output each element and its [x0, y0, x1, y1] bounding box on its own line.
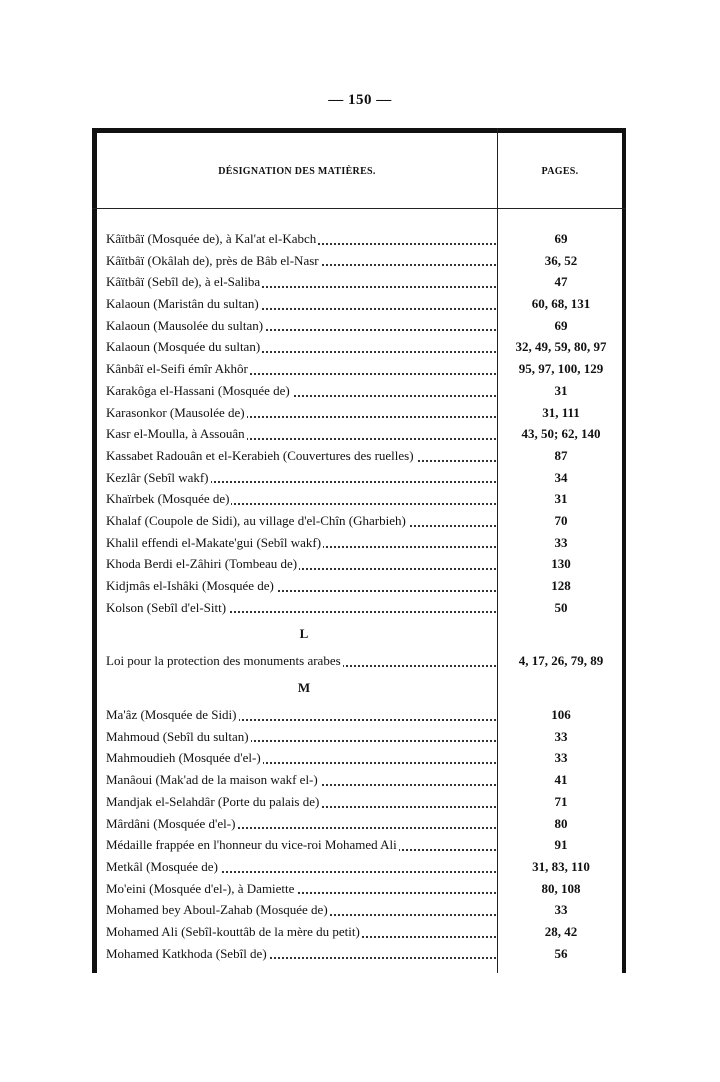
entry-pages: 87	[554, 447, 568, 463]
index-entry	[106, 769, 618, 791]
entry-label-cell	[106, 943, 502, 965]
entry-pages: 34	[554, 469, 568, 485]
index-entry	[106, 402, 618, 424]
entry-label: Mandjak el-Selahdâr (Porte du palais de)	[106, 793, 320, 809]
entry-label-cell	[106, 834, 502, 856]
entry-pages: 50	[554, 599, 568, 615]
entry-pages: 33	[554, 728, 568, 744]
entry-pages: 91	[554, 837, 568, 853]
entry-pages: 36, 52	[544, 252, 578, 268]
entry-label-cell	[106, 293, 502, 315]
entry-label-cell	[106, 878, 502, 900]
entry-label: Mohamed Katkhoda (Sebîl de)	[106, 945, 267, 961]
entry-pages: 80	[554, 815, 568, 831]
section-letter-l: L	[299, 626, 309, 642]
entry-label: Karasonkor (Mausolée de)	[106, 404, 245, 420]
entry-label-cell	[106, 488, 502, 510]
entry-pages: 56	[554, 945, 568, 961]
index-entry	[106, 271, 618, 293]
page-number: — 150 —	[328, 92, 392, 108]
index-entry	[106, 921, 618, 943]
entry-label: Mo'eini (Mosquée d'el-), à Damiette	[106, 880, 295, 896]
entry-label: Kalaoun (Mausolée du sultan)	[106, 317, 264, 333]
index-entry	[106, 878, 618, 900]
index-entry	[106, 943, 618, 965]
entry-label-cell	[106, 250, 502, 272]
entry-pages: 80, 108	[541, 880, 581, 896]
entry-label-cell	[106, 597, 502, 619]
index-entry	[106, 423, 618, 445]
entry-label-cell	[106, 510, 502, 532]
entry-label-cell	[106, 336, 502, 358]
index-entry	[106, 791, 618, 813]
entry-label-cell	[106, 553, 502, 575]
index-entry	[106, 510, 618, 532]
entry-label: Kidjmâs el-Ishâki (Mosquée de)	[106, 578, 274, 593]
entry-label: Mahmoudieh (Mosquée d'el-)	[106, 750, 261, 766]
entry-pages: 43, 50; 62, 140	[521, 426, 601, 442]
entry-pages: 69	[554, 231, 568, 246]
index-entry	[106, 445, 618, 467]
table-top-rule	[92, 128, 626, 133]
entry-pages: 106	[551, 707, 571, 723]
entry-label: Médaille frappée en l'honneur du vice-roi Mohamed Ali	[106, 837, 397, 853]
entry-label: Metkâl (Mosquée de)	[106, 858, 218, 874]
entry-pages: 31, 83, 110	[532, 858, 590, 874]
entry-label-cell	[106, 704, 502, 726]
entry-label-cell	[106, 650, 502, 672]
header-designation: DÉSIGNATION DES MATIÈRES.	[218, 166, 376, 177]
entry-label: Khalaf (Coupole de Sidi), au village d'el-Chîn (Gharbieh)	[106, 512, 406, 528]
entry-pages: 32, 49, 59, 80, 97	[515, 339, 607, 355]
entry-pages: 71	[554, 793, 568, 809]
index-entry	[106, 228, 618, 250]
section-l	[106, 650, 618, 672]
entry-label-cell	[106, 899, 502, 921]
index-entry	[106, 834, 618, 856]
entry-label: Kâïtbâï (Sebîl de), à el-Saliba	[106, 274, 261, 290]
entry-pages: 47	[554, 274, 568, 290]
entry-label-cell	[106, 769, 502, 791]
entry-pages: 70	[554, 512, 568, 528]
entry-label-cell	[106, 380, 502, 402]
index-entry	[106, 726, 618, 748]
entry-label: Mohamed bey Aboul-Zahab (Mosquée de)	[106, 902, 328, 918]
entry-label: Mohamed Ali (Sebîl-kouttâb de la mère du petit)	[106, 923, 360, 939]
entry-label: Kasr el-Moulla, à Assouân	[106, 426, 245, 442]
entry-label-cell	[106, 532, 502, 554]
table-left-rule	[92, 128, 97, 973]
index-entry	[106, 704, 618, 726]
entry-label-cell	[106, 791, 502, 813]
entry-pages: 69	[554, 317, 568, 333]
index-entry	[106, 250, 618, 272]
entry-label-cell	[106, 423, 502, 445]
entry-label-cell	[106, 402, 502, 424]
index-entry	[106, 532, 618, 554]
entry-label-cell	[106, 575, 502, 597]
entry-pages: 4, 17, 26, 79, 89	[518, 653, 604, 669]
entry-pages: 41	[554, 772, 568, 788]
index-entry	[106, 899, 618, 921]
table-right-rule	[622, 128, 626, 973]
entry-label-cell	[106, 445, 502, 467]
entry-label-cell	[106, 921, 502, 943]
index-entry	[106, 467, 618, 489]
entry-label: Kânbâï el-Seifi émîr Akhôr	[106, 361, 248, 377]
section-k	[106, 228, 618, 618]
entry-pages: 128	[551, 578, 571, 593]
entry-label-cell	[106, 747, 502, 769]
index-entry	[106, 650, 618, 672]
entry-pages: 28, 42	[544, 923, 578, 939]
entry-label-cell	[106, 271, 502, 293]
entry-label: Kezlâr (Sebîl wakf)	[106, 469, 209, 485]
index-entry	[106, 597, 618, 619]
entry-label-cell	[106, 856, 502, 878]
index-entry	[106, 747, 618, 769]
entry-pages: 33	[554, 902, 568, 918]
entry-label: Kolson (Sebîl d'el-Sitt)	[106, 599, 227, 615]
entry-label: Kâïtbâï (Okâlah de), près de Bâb el-Nasr	[106, 252, 319, 268]
entry-label-cell	[106, 813, 502, 835]
entry-label: Kalaoun (Mosquée du sultan)	[106, 339, 261, 355]
index-entry	[106, 358, 618, 380]
header-rule	[92, 208, 626, 209]
entry-label: Khalil effendi el-Makate'gui (Sebîl wakf)	[106, 534, 322, 550]
index-entry	[106, 813, 618, 835]
entry-label: Loi pour la protection des monuments arabes	[106, 653, 341, 669]
header-pages: PAGES.	[541, 166, 579, 177]
index-entry	[106, 575, 618, 597]
index-entry	[106, 553, 618, 575]
entry-label-cell	[106, 726, 502, 748]
entry-label: Khaïrbek (Mosquée de)	[106, 491, 230, 507]
index-entry	[106, 380, 618, 402]
entry-label: Mahmoud (Sebîl du sultan)	[106, 728, 249, 744]
section-m	[106, 704, 618, 964]
entry-label-cell	[106, 467, 502, 489]
entry-pages: 130	[551, 556, 571, 572]
index-entry	[106, 856, 618, 878]
entry-pages: 33	[554, 750, 568, 766]
entry-label-cell	[106, 315, 502, 337]
index-entry	[106, 315, 618, 337]
entry-pages: 31	[554, 382, 568, 398]
entry-pages: 60, 68, 131	[531, 296, 591, 312]
entry-label: Ma'âz (Mosquée de Sidi)	[106, 707, 237, 723]
section-letter-m: M	[297, 680, 311, 696]
index-entry	[106, 336, 618, 358]
entry-pages: 33	[554, 534, 568, 550]
entry-label: Kassabet Radouân et el-Kerabieh (Couvertures des ruelles)	[106, 447, 414, 463]
entry-label-cell	[106, 358, 502, 380]
index-entry	[106, 488, 618, 510]
entry-pages: 31, 111	[542, 404, 580, 420]
entry-label: Kâïtbâï (Mosquée de), à Kal'at el-Kabch	[106, 231, 317, 246]
entry-label-cell	[106, 228, 502, 250]
entry-label: Mârdâni (Mosquée d'el-)	[106, 815, 236, 831]
index-entry	[106, 293, 618, 315]
entry-pages: 31	[554, 491, 568, 507]
entry-label: Manâoui (Mak'ad de la maison wakf el-)	[106, 772, 318, 788]
entry-label: Karakôga el-Hassani (Mosquée de)	[106, 382, 290, 398]
entry-pages: 95, 97, 100, 129	[518, 361, 604, 377]
index-body	[106, 228, 618, 964]
entry-label: Kalaoun (Maristân du sultan)	[106, 296, 259, 312]
entry-label: Khoda Berdi el-Zâhiri (Tombeau de)	[106, 556, 298, 572]
